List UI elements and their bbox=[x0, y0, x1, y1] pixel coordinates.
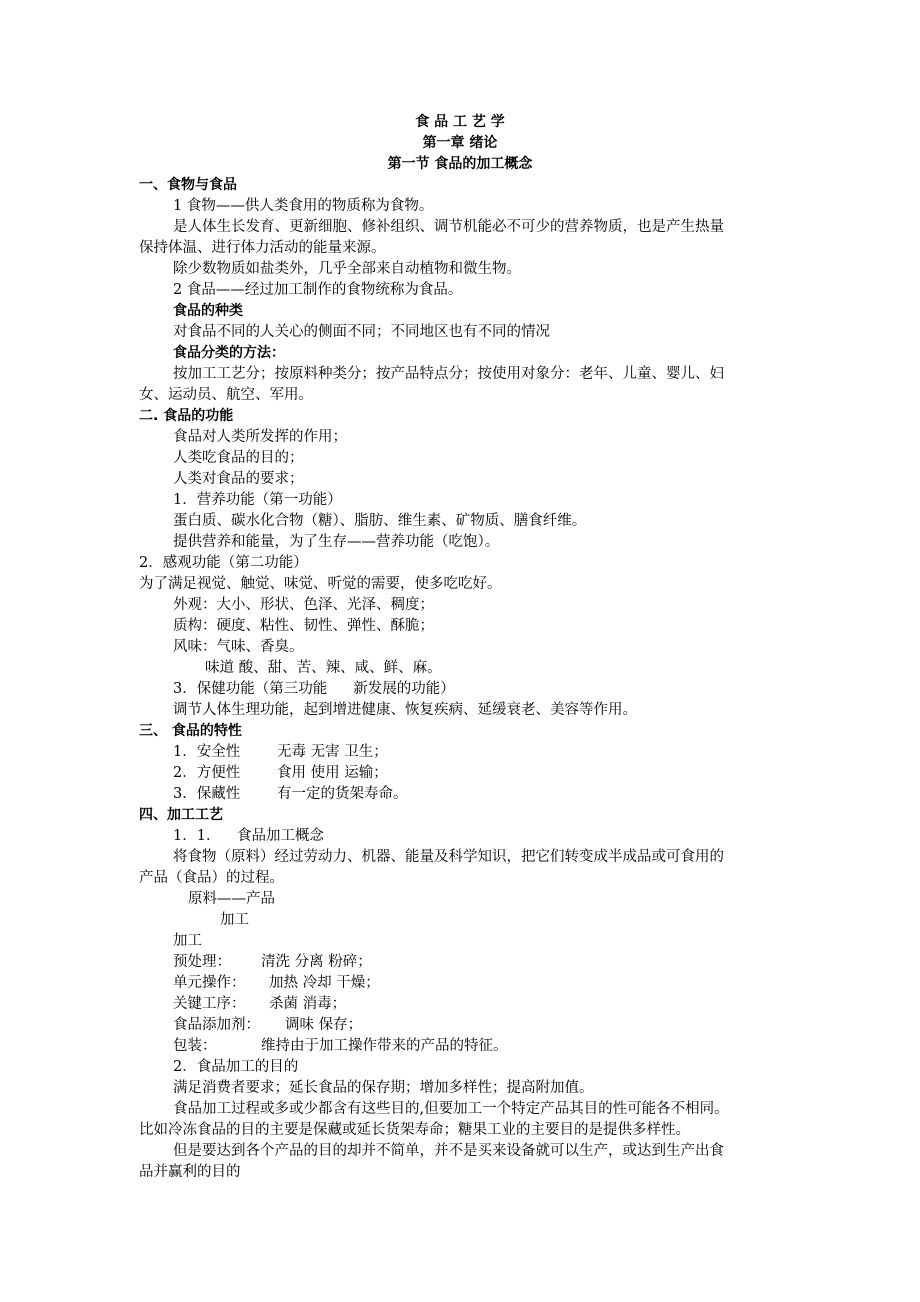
step-desc: 杀菌 消毒； bbox=[269, 996, 347, 1012]
function-3-note: 新发展的功能） bbox=[353, 681, 455, 697]
paragraph-line: 比如冷冻食品的目的主要是保藏或延长货架寿命；糖果工业的主要目的是提供多样性。 bbox=[139, 1122, 690, 1138]
function-2-title: 2．感观功能（第二功能） bbox=[139, 555, 308, 571]
concept-number: 1．1． bbox=[173, 828, 221, 844]
property-row bbox=[173, 742, 388, 763]
heading-food-properties: 三、 食品的特性 bbox=[139, 723, 242, 739]
question-line: 人类对食品的要求； bbox=[173, 471, 304, 487]
function-3-title-text: 3．保健功能（第三功能 bbox=[173, 681, 328, 697]
step-label: 预处理： bbox=[173, 954, 231, 970]
question-line: 人类吃食品的目的； bbox=[173, 450, 304, 466]
property-desc: 有一定的货架寿命。 bbox=[277, 786, 408, 802]
process-label: 加工 bbox=[173, 933, 202, 949]
step-label: 食品添加剂： bbox=[173, 1017, 260, 1033]
property-name: 3．保藏性 bbox=[173, 786, 241, 802]
paragraph-line: 保持体温、进行体力活动的能量来源。 bbox=[139, 240, 386, 256]
property-name: 1．安全性 bbox=[173, 744, 241, 760]
book-title: 食 品 工 艺 学 bbox=[415, 114, 505, 130]
property-desc: 食用 使用 运输； bbox=[277, 765, 388, 781]
step-label: 关键工序： bbox=[173, 996, 246, 1012]
paragraph-line: 按加工工艺分；按原料种类分；按产品特点分；按使用对象分：老年、儿童、婴儿、妇 bbox=[173, 366, 724, 382]
paragraph-line: 外观：大小、形状、色泽、光泽、稠度； bbox=[173, 597, 434, 613]
paragraph-line: 食品加工过程或多或少都含有这些目的,但要加工一个特定产品其目的性可能各不相同。 bbox=[173, 1101, 729, 1117]
heading-food-and-foodstuff: 一、食物与食品 bbox=[139, 177, 237, 193]
flow-top: 原料——产品 bbox=[188, 891, 275, 907]
paragraph-line: 为了满足视觉、触觉、味觉、听觉的需要，使多吃吃好。 bbox=[139, 576, 502, 592]
paragraph-line: 对食品不同的人关心的侧面不同；不同地区也有不同的情况 bbox=[173, 324, 550, 340]
subheading-food-kinds: 食品的种类 bbox=[173, 303, 243, 319]
step-desc: 加热 冷却 干燥； bbox=[269, 975, 380, 991]
step-label: 单元操作： bbox=[173, 975, 246, 991]
step-label: 包装： bbox=[173, 1038, 217, 1054]
paragraph-line: 女、运动员、航空、军用。 bbox=[139, 387, 313, 403]
step-row bbox=[173, 994, 346, 1015]
paragraph-line: 蛋白质、碳水化合物（糖）、脂肪、维生素、矿物质、膳食纤维。 bbox=[173, 513, 587, 529]
foodstuff-definition: 2 食品——经过加工制作的食物统称为食品。 bbox=[173, 282, 463, 298]
step-row bbox=[173, 952, 372, 973]
paragraph-line: 调节人体生理功能，起到增进健康、恢复疾病、延缓衰老、美容等作用。 bbox=[173, 702, 637, 718]
paragraph-line: 但是要达到各个产品的目的却并不简单，并不是买来设备就可以生产，或达到生产出食 bbox=[173, 1143, 724, 1159]
step-row bbox=[173, 973, 380, 994]
paragraph-line: 产品（食品）的过程。 bbox=[139, 870, 284, 886]
chapter-title: 第一章 绪论 bbox=[422, 135, 498, 151]
paragraph-line: 除少数物质如盐类外，几乎全部来自动植物和微生物。 bbox=[173, 261, 521, 277]
purpose-title: 2．食品加工的目的 bbox=[173, 1059, 299, 1075]
paragraph-line: 质构：硬度、粘性、韧性、弹性、酥脆； bbox=[173, 618, 434, 634]
paragraph-line: 提供营养和能量，为了生存——营养功能（吃饱）。 bbox=[173, 534, 500, 550]
concept-title: 食品加工概念 bbox=[237, 828, 324, 844]
property-row bbox=[173, 784, 408, 805]
step-row bbox=[173, 1036, 508, 1057]
concept-title-row bbox=[173, 826, 324, 847]
heading-food-functions: 二. 食品的功能 bbox=[139, 408, 234, 424]
food-definition: 1 食物——供人类食用的物质称为食物。 bbox=[173, 198, 434, 214]
paragraph-line: 品并赢利的目的 bbox=[139, 1164, 241, 1180]
property-row bbox=[173, 763, 388, 784]
flow-middle: 加工 bbox=[220, 912, 249, 928]
paragraph-line: 味道 酸、甜、苦、辣、咸、鲜、麻。 bbox=[205, 660, 442, 676]
paragraph-line: 满足消费者要求；延长食品的保存期；增加多样性；提高附加值。 bbox=[173, 1080, 594, 1096]
function-1-title: 1．营养功能（第一功能） bbox=[173, 492, 342, 508]
step-desc: 清洗 分离 粉碎； bbox=[261, 954, 372, 970]
question-line: 食品对人类所发挥的作用； bbox=[173, 429, 347, 445]
paragraph-line: 风味：气味、香臭。 bbox=[173, 639, 304, 655]
step-desc: 调味 保存； bbox=[285, 1017, 363, 1033]
paragraph-line: 将食物（原料）经过劳动力、机器、能量及科学知识，把它们转变成半成品或可食用的 bbox=[173, 849, 724, 865]
heading-processing: 四、加工工艺 bbox=[139, 807, 223, 823]
function-3-title bbox=[173, 679, 455, 700]
step-desc: 维持由于加工操作带来的产品的特征。 bbox=[261, 1038, 508, 1054]
subheading-classification-methods: 食品分类的方法： bbox=[173, 345, 285, 361]
property-desc: 无毒 无害 卫生； bbox=[277, 744, 388, 760]
property-name: 2．方便性 bbox=[173, 765, 241, 781]
paragraph-line: 是人体生长发育、更新细胞、修补组织、调节机能必不可少的营养物质，也是产生热量 bbox=[173, 219, 724, 235]
section-title: 第一节 食品的加工概念 bbox=[387, 156, 533, 172]
step-row bbox=[173, 1015, 362, 1036]
